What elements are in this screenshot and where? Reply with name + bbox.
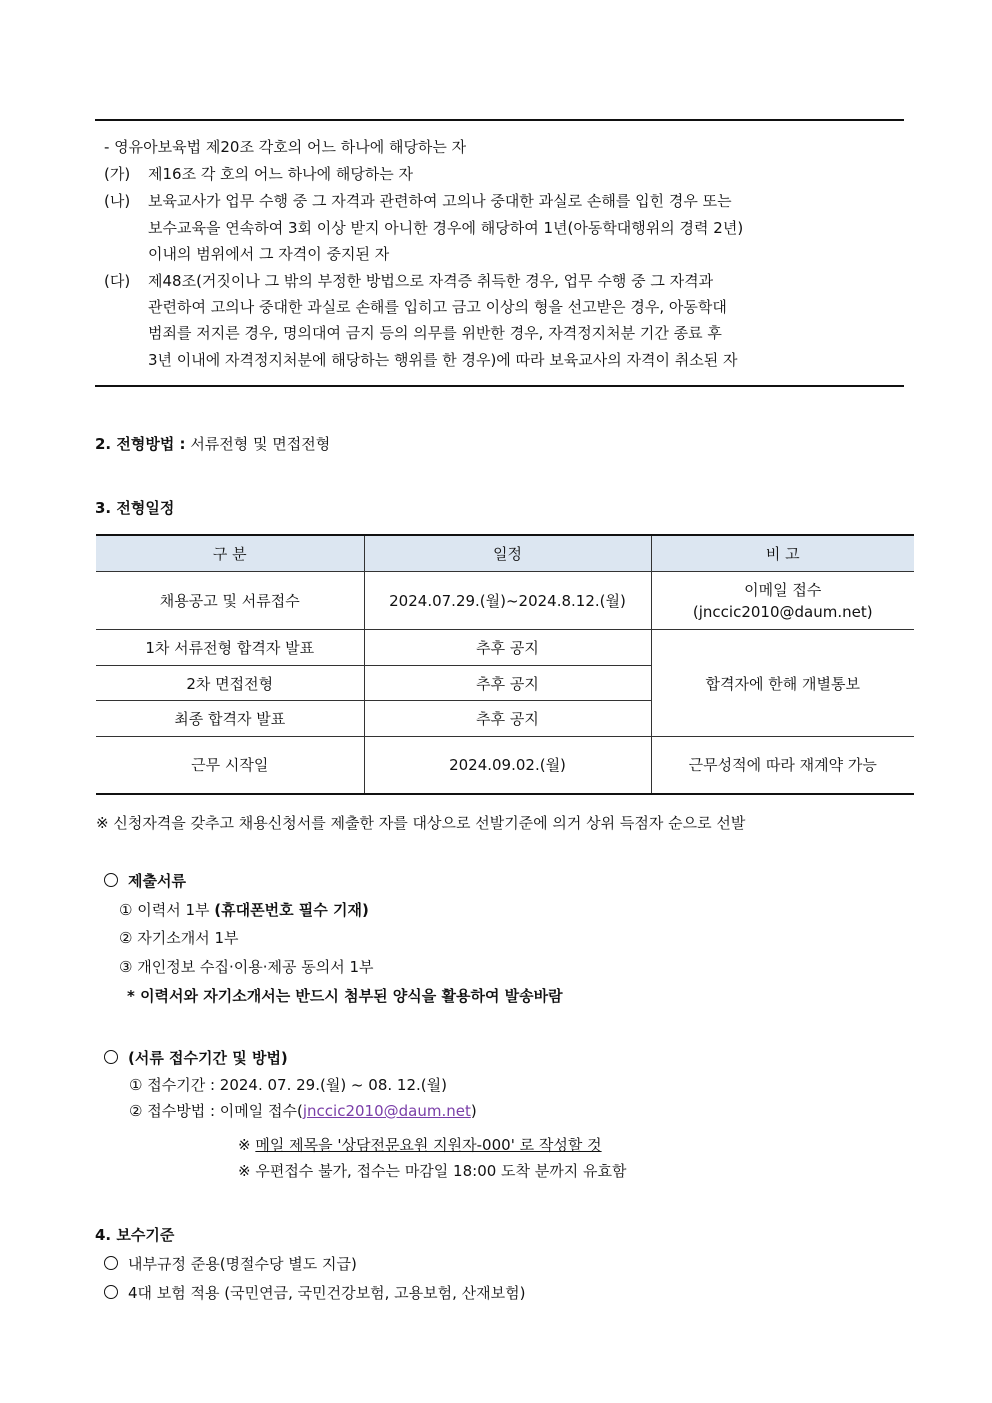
documents-item-text: 자기소개서 1부 xyxy=(137,929,239,947)
schedule-merged-note: 합격자에 한해 개별통보 xyxy=(651,630,914,737)
table-row xyxy=(96,572,914,630)
documents-item-text: 개인정보 수집·이용·제공 동의서 1부 xyxy=(137,958,374,976)
submission-period xyxy=(129,1074,447,1095)
submission-note1-text: 메일 제목을 '상담전문요원 지원자-000' 로 작성할 것 xyxy=(255,1136,602,1154)
submission-method-text: 접수방법 : 이메일 접수( xyxy=(147,1102,303,1120)
schedule-date: 추후 공지 xyxy=(364,701,651,737)
schedule-footnote: ※ 신청자격을 갖추고 채용신청서를 제출한 자를 대상으로 선발기준에 의거 상위 득점자 순으로 선발 xyxy=(96,814,746,832)
submission-note2: ※ 우편접수 불가, 접수는 마감일 18:00 도착 분까지 유효함 xyxy=(238,1162,627,1180)
circle-bullet-icon xyxy=(104,1256,118,1270)
documents-title: 제출서류 xyxy=(128,872,186,890)
disqualify-na-line: 보수교육을 연속하여 3회 이상 받지 아니한 경우에 해당하여 1년(아동학대행위의 경력 2년) xyxy=(148,219,744,237)
schedule-category: 근무 시작일 xyxy=(96,737,364,794)
schedule-date: 추후 공지 xyxy=(364,630,651,666)
circle-bullet-icon xyxy=(104,1050,118,1064)
disqualify-lead: - 영유아보육법 제20조 각호의 어느 하나에 해당하는 자 xyxy=(104,138,467,156)
disqualify-ga-marker: (가) xyxy=(104,165,131,183)
submission-method-num: ② xyxy=(129,1102,143,1120)
disqualify-da-line: 3년 이내에 자격정지처분에 해당하는 행위를 한 경우)에 따라 보육교사의 자격이 취소된 자 xyxy=(148,351,738,369)
documents-item-bold: (휴대폰번호 필수 기재) xyxy=(214,901,369,919)
documents-item-num: ② xyxy=(119,929,133,947)
disqualify-na-line: 이내의 범위에서 그 자격이 중지된 자 xyxy=(148,245,390,263)
disqualify-da-line: 관련하여 고의나 중대한 과실로 손해를 입히고 금고 이상의 형을 선고받은 경우, 아동학대 xyxy=(148,298,727,316)
schedule-category: 채용공고 및 서류접수 xyxy=(96,572,364,630)
submission-period-num: ① xyxy=(129,1076,143,1094)
section2 xyxy=(95,433,330,454)
disqualify-ga-line: 제16조 각 호의 어느 하나에 해당하는 자 xyxy=(148,165,414,183)
submission-period-text: 접수기간 : 2024. 07. 29.(월) ~ 08. 12.(월) xyxy=(147,1076,447,1094)
schedule-header-note: 비 고 xyxy=(651,535,914,572)
circle-bullet-icon xyxy=(104,873,118,887)
schedule-category: 최종 합격자 발표 xyxy=(96,701,364,737)
submission-title: (서류 접수기간 및 방법) xyxy=(128,1049,288,1067)
section4-item-text: 내부규정 준용(명절수당 별도 지급) xyxy=(128,1255,357,1273)
section4-heading: 4. 보수기준 xyxy=(95,1226,175,1244)
email-link[interactable]: jnccic2010@daum.net xyxy=(302,1102,471,1120)
documents-title-row xyxy=(104,870,186,891)
box-bottom-rule xyxy=(95,385,904,387)
table-row xyxy=(96,737,914,794)
submission-title-row xyxy=(104,1047,288,1068)
box-top-rule xyxy=(95,119,904,121)
schedule-date: 2024.09.02.(월) xyxy=(364,737,651,794)
schedule-category: 1차 서류전형 합격자 발표 xyxy=(96,630,364,666)
schedule-date: 추후 공지 xyxy=(364,666,651,701)
schedule-date: 2024.07.29.(월)~2024.8.12.(월) xyxy=(364,572,651,630)
schedule-header-row xyxy=(96,535,914,572)
section4-item xyxy=(104,1282,525,1303)
schedule-header-category: 구 분 xyxy=(96,535,364,572)
schedule-note xyxy=(651,572,914,630)
documents-item-num: ① xyxy=(119,901,133,919)
schedule-note-line: 이메일 접수 xyxy=(744,580,822,599)
schedule-note-email: (jnccic2010@daum.net) xyxy=(692,602,873,621)
documents-note: * 이력서와 자기소개서는 반드시 첨부된 양식을 활용하여 발송바람 xyxy=(127,987,563,1005)
section2-text: 서류전형 및 면접전형 xyxy=(185,435,331,453)
disqualify-da-marker: (다) xyxy=(104,272,131,290)
documents-item-num: ③ xyxy=(119,958,133,976)
table-row xyxy=(96,630,914,666)
documents-item xyxy=(119,899,369,920)
documents-item xyxy=(119,956,373,977)
schedule-table xyxy=(96,534,914,795)
disqualify-na-marker: (나) xyxy=(104,192,131,210)
disqualify-da-line: 범죄를 저지른 경우, 명의대여 금지 등의 의무를 위반한 경우, 자격정지처분 기간 종료 후 xyxy=(148,324,722,342)
documents-item-text: 이력서 1부 xyxy=(137,901,215,919)
section2-heading: 2. 전형방법 : xyxy=(95,435,186,453)
section4-item-text: 4대 보험 적용 (국민연금, 국민건강보험, 고용보험, 산재보험) xyxy=(128,1284,526,1302)
schedule-note: 근무성적에 따라 재계약 가능 xyxy=(651,737,914,794)
schedule-category: 2차 면접전형 xyxy=(96,666,364,701)
submission-note1 xyxy=(238,1134,602,1155)
documents-item xyxy=(119,927,239,948)
schedule-header-date: 일정 xyxy=(364,535,651,572)
section3-heading: 3. 전형일정 xyxy=(95,499,175,517)
circle-bullet-icon xyxy=(104,1285,118,1299)
section4-item xyxy=(104,1253,357,1274)
disqualify-na-line: 보육교사가 업무 수행 중 그 자격과 관련하여 고의나 중대한 과실로 손해를 입힌 경우 또는 xyxy=(148,192,732,210)
submission-method xyxy=(129,1100,477,1121)
submission-note1-mark: ※ xyxy=(238,1136,251,1154)
submission-method-close: ) xyxy=(470,1102,477,1120)
disqualify-da-line: 제48조(거짓이나 그 밖의 부정한 방법으로 자격증 취득한 경우, 업무 수행 중 그 자격과 xyxy=(148,272,714,290)
